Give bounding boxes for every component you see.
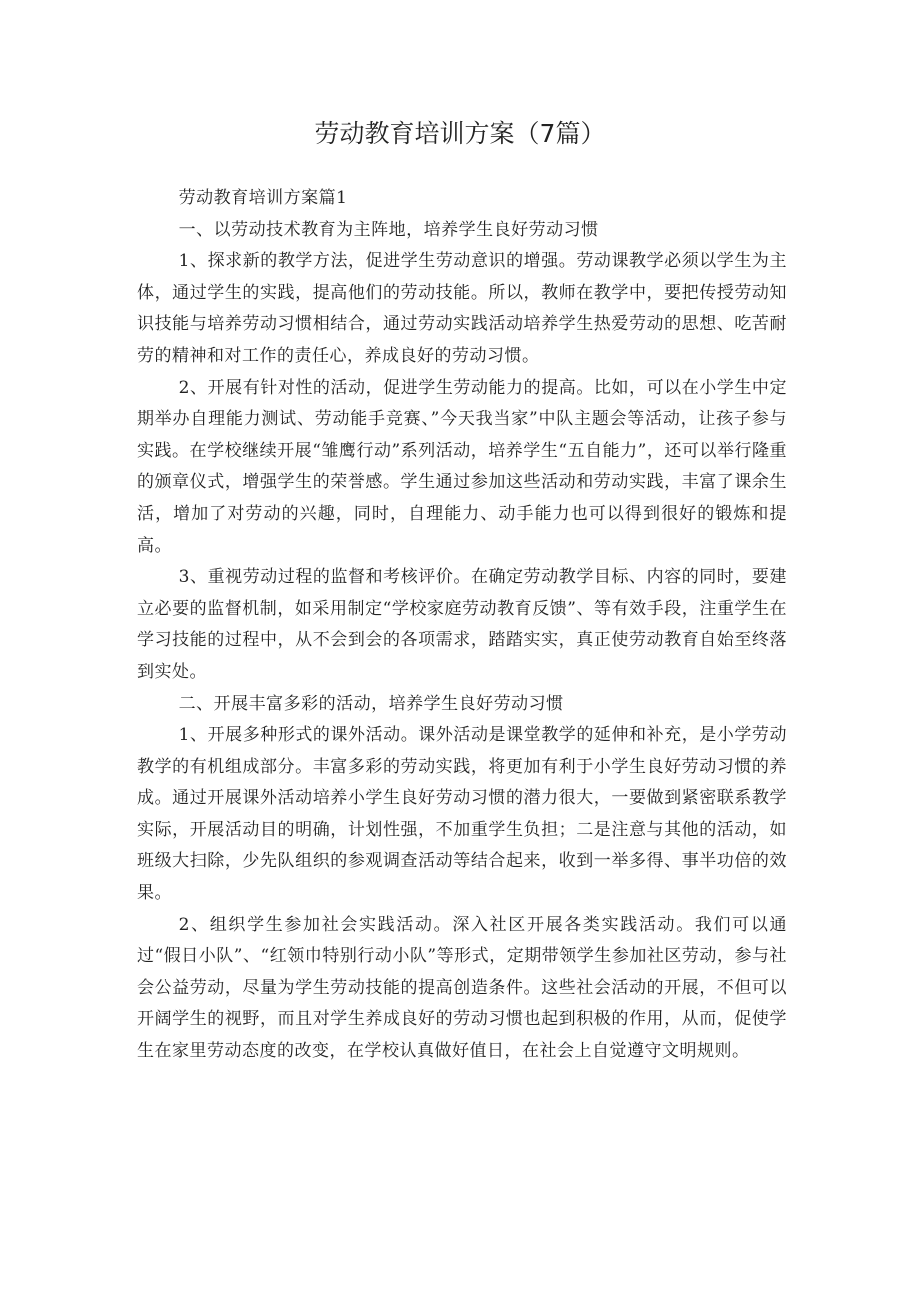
subsection-heading: 一、以劳动技术教育为主阵地，培养学生良好劳动习惯 <box>178 219 599 240</box>
body-paragraph: 1、探求新的教学方法，促进学生劳动意识的增强。劳动课教学必须以学生为主体，通过学生的实践，提高他们的劳动技能。所以，教师在教学中，要把传授劳动知识技能与培养劳动习惯相结合，通过劳动实践活动培养学生热爱劳动的思想、吃苦耐劳的精神和对工作的责任心，养成良好的劳动习惯。 <box>137 251 787 366</box>
document-body <box>137 183 787 1068</box>
section-heading: 劳动教育培训方案篇1 <box>178 188 348 208</box>
body-paragraph: 2、组织学生参加社会实践活动。深入社区开展各类实践活动。我们可以通过“假日小队”、“红领巾特别行动小队”等形式，定期带领学生参加社区劳动，参与社会公益劳动，尽量为学生劳动技能的提高创造条件。这些社会活动的开展，不但可以开阔学生的视野，而且对学生养成良好的劳动习惯也起到积极的作用，从而，促使学生在家里劳动态度的改变，在学校认真做好值日，在社会上自觉遵守文明规则。 <box>137 914 787 1062</box>
body-paragraph: 2、开展有针对性的活动，促进学生劳动能力的提高。比如，可以在小学生中定期举办自理能力测试、劳动能手竞赛、”今天我当家”中队主题会等活动，让孩子参与实践。在学校继续开展“雏鹰行动”系列活动，培养学生“五自能力”，还可以举行隆重的颁章仪式，增强学生的荣誉感。学生通过参加这些活动和劳动实践，丰富了课余生活，增加了对劳动的兴趣，同时，自理能力、动手能力也可以得到很好的锻炼和提高。 <box>137 377 787 556</box>
body-paragraph: 3、重视劳动过程的监督和考核评价。在确定劳动教学目标、内容的同时，要建立必要的监督机制，如采用制定“学校家庭劳动教育反馈”、等有效手段，注重学生在学习技能的过程中，从不会到会的各项需求，踏踏实实，真正使劳动教育自始至终落到实处。 <box>137 567 787 682</box>
document-title: 劳动教育培训方案（7篇） <box>314 119 606 148</box>
body-paragraph: 1、开展多种形式的课外活动。课外活动是课堂教学的延伸和补充，是小学劳动教学的有机组成部分。丰富多彩的劳动实践，将更加有利于小学生良好劳动习惯的养成。通过开展课外活动培养小学生良好劳动习惯的潜力很大，一要做到紧密联系教学实际，开展活动目的明确，计划性强，不加重学生负担；二是注意与其他的活动，如班级大扫除，少先队组织的参观调查活动等结合起来，收到一举多得、事半功倍的效果。 <box>137 725 787 904</box>
subsection-heading: 二、开展丰富多彩的活动，培养学生良好劳动习惯 <box>178 693 564 714</box>
